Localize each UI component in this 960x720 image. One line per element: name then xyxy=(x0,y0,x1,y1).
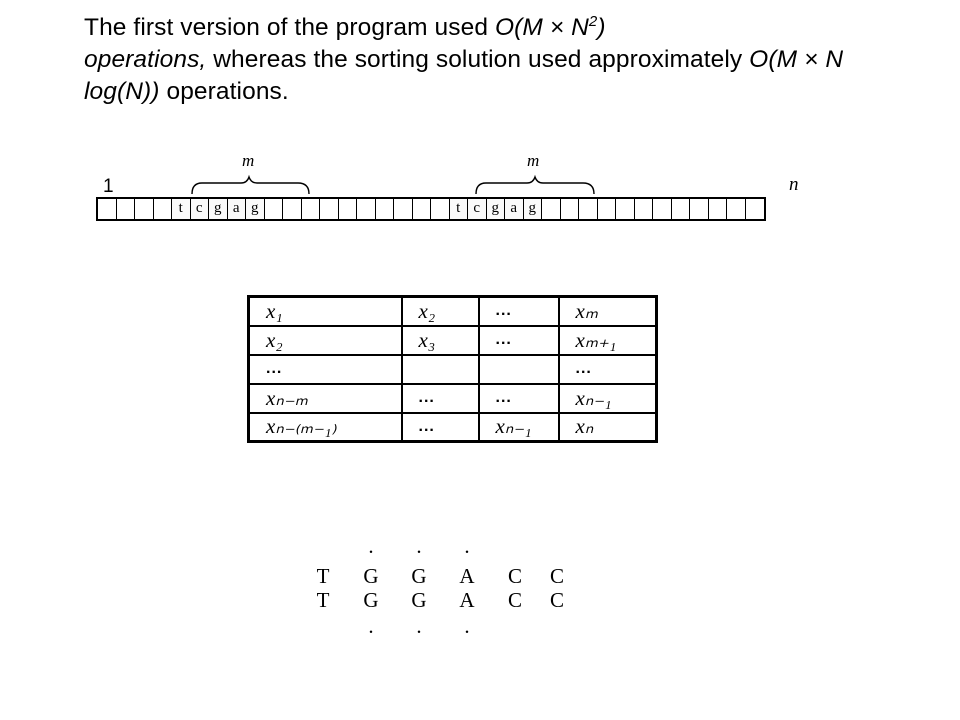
alignment-char: · xyxy=(415,620,423,644)
sequence-cell: a xyxy=(505,199,524,219)
sequence-cell: c xyxy=(468,199,487,219)
table-row xyxy=(249,326,657,355)
table-cell: ... xyxy=(402,413,479,442)
text-part-4: operations. xyxy=(159,78,289,105)
sequence-cell: t xyxy=(172,199,191,219)
complexity-n-squared xyxy=(495,14,606,41)
alignment-char: G xyxy=(411,588,427,612)
alignment-char: A xyxy=(459,588,475,612)
sequence-cell xyxy=(302,199,321,219)
sequence-cell: t xyxy=(450,199,469,219)
sequence-cell-strip xyxy=(96,197,766,221)
alignment-char: · xyxy=(415,540,423,564)
alignment-char: T xyxy=(316,588,330,612)
sequence-cell xyxy=(635,199,654,219)
sequence-cell xyxy=(154,199,173,219)
table-cell: x₁ xyxy=(249,297,402,326)
complexity-1-base: O(M × N xyxy=(494,14,589,41)
brace-right xyxy=(476,177,594,194)
exponent: 2 xyxy=(588,13,598,30)
alignment-char: G xyxy=(363,564,379,588)
sequence-cell xyxy=(431,199,450,219)
sequence-cell xyxy=(283,199,302,219)
table-row xyxy=(249,297,657,326)
alignment-char: T xyxy=(316,564,330,588)
table-cell: ... xyxy=(479,297,559,326)
table-cell xyxy=(402,355,479,384)
sequence-cell xyxy=(579,199,598,219)
sequence-cell: c xyxy=(191,199,210,219)
sequence-end-label: n xyxy=(789,174,799,195)
brace-label-right: m xyxy=(527,151,540,170)
text-part-1: The first version of the program used xyxy=(84,14,495,41)
sequence-cell: g xyxy=(524,199,543,219)
table-cell: xₙ₋ₘ xyxy=(249,384,402,413)
sequence-cell xyxy=(561,199,580,219)
table-cell: xₙ xyxy=(559,413,657,442)
sequence-cell xyxy=(690,199,709,219)
table-cell: xₘ xyxy=(559,297,657,326)
sequence-cell xyxy=(98,199,117,219)
sequence-cell xyxy=(357,199,376,219)
table-cell: ... xyxy=(479,326,559,355)
sequence-cell xyxy=(135,199,154,219)
table-cell: ... xyxy=(559,355,657,384)
sequence-cell xyxy=(727,199,746,219)
table-cell: xₙ₋₁ xyxy=(479,413,559,442)
text-operations-italic: operations, xyxy=(84,46,207,73)
table-row xyxy=(249,355,657,384)
alignment-char: C xyxy=(549,564,564,588)
sequence-start-label: 1 xyxy=(103,176,114,197)
sequence-cell xyxy=(394,199,413,219)
sequence-cell xyxy=(376,199,395,219)
complexity-1-close: ) xyxy=(597,14,606,41)
alignment-char: G xyxy=(411,564,427,588)
sequence-cell xyxy=(653,199,672,219)
alignment-char: · xyxy=(463,540,471,564)
sequence-cell: g xyxy=(246,199,265,219)
alignment-char: · xyxy=(367,540,375,564)
table-cell: ... xyxy=(249,355,402,384)
table-row xyxy=(249,384,657,413)
description-paragraph xyxy=(84,12,904,108)
alignment-char: C xyxy=(507,588,522,612)
alignment-char: C xyxy=(549,588,564,612)
table-cell: x₂ xyxy=(402,297,479,326)
sequence-cell xyxy=(598,199,617,219)
table-cell: x₃ xyxy=(402,326,479,355)
table-cell xyxy=(479,355,559,384)
sequence-cell xyxy=(616,199,635,219)
brace-label-left: m xyxy=(242,151,255,170)
table-cell: xₙ₋₁ xyxy=(559,384,657,413)
alignment-char: C xyxy=(507,564,522,588)
text-part-3: whereas the sorting solution used approximately xyxy=(206,46,750,73)
sequence-cell xyxy=(413,199,432,219)
table-cell: x₂ xyxy=(249,326,402,355)
window-table xyxy=(247,295,658,443)
alignment-char: · xyxy=(463,620,471,644)
sequence-cell: g xyxy=(487,199,506,219)
alignment-char: A xyxy=(459,564,475,588)
brace-left xyxy=(192,177,309,194)
sequence-cell xyxy=(746,199,765,219)
sequence-cell: a xyxy=(228,199,247,219)
sequence-cell xyxy=(542,199,561,219)
table-cell: ... xyxy=(479,384,559,413)
sequence-cell xyxy=(320,199,339,219)
alignment-char: · xyxy=(367,620,375,644)
table-row xyxy=(249,413,657,442)
sequence-cell xyxy=(709,199,728,219)
sequence-cell: g xyxy=(209,199,228,219)
table-cell: ... xyxy=(402,384,479,413)
alignment-char: G xyxy=(363,588,379,612)
sequence-cell xyxy=(672,199,691,219)
sequence-cell xyxy=(339,199,358,219)
table-cell: xₙ₋₍ₘ₋₁₎ xyxy=(249,413,402,442)
sequence-cell xyxy=(117,199,136,219)
sequence-cell xyxy=(265,199,284,219)
complexity-n-log-n: O(M × N log(N)) xyxy=(84,46,844,105)
table-cell: xₘ₊₁ xyxy=(559,326,657,355)
